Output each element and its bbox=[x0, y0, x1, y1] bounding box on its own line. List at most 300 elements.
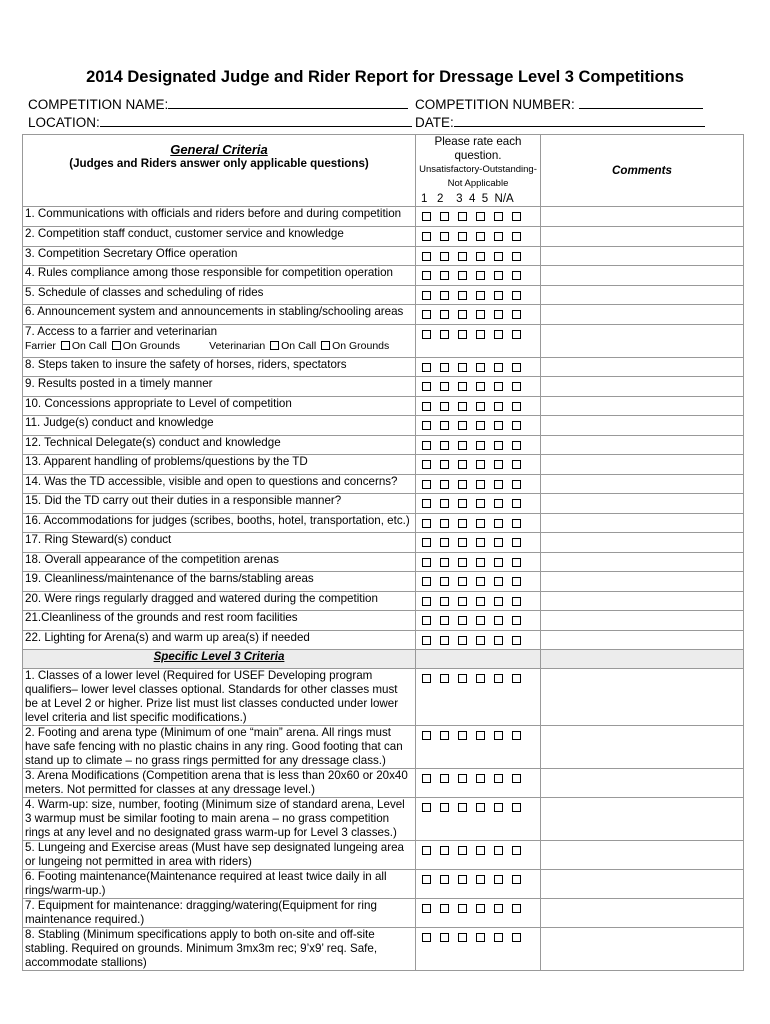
rating-checkbox-1[interactable] bbox=[422, 402, 431, 411]
comments-cell[interactable] bbox=[541, 416, 744, 436]
comments-cell[interactable] bbox=[541, 286, 744, 305]
rating-checkbox-3[interactable] bbox=[458, 933, 467, 942]
rating-checkbox-3[interactable] bbox=[458, 774, 467, 783]
rating-checkbox-3[interactable] bbox=[458, 577, 467, 586]
rating-checkbox-1[interactable] bbox=[422, 441, 431, 450]
comments-cell[interactable] bbox=[541, 798, 744, 841]
rating-checkbox-na[interactable] bbox=[512, 616, 521, 625]
rating-checkbox-2[interactable] bbox=[440, 363, 449, 372]
table-row bbox=[23, 436, 744, 455]
rating-checkbox-1[interactable] bbox=[422, 291, 431, 300]
question-text bbox=[23, 592, 416, 611]
rating-checkbox-2[interactable] bbox=[440, 291, 449, 300]
farrier-on-grounds-checkbox[interactable] bbox=[112, 341, 121, 350]
rating-checkbox-5[interactable] bbox=[494, 232, 503, 241]
rating-checkbox-2[interactable] bbox=[440, 441, 449, 450]
comments-cell[interactable] bbox=[541, 325, 744, 358]
rating-checkbox-5[interactable] bbox=[494, 402, 503, 411]
rating-checkbox-4[interactable] bbox=[476, 731, 485, 740]
rating-checkbox-2[interactable] bbox=[440, 674, 449, 683]
rating-checkbox-3[interactable] bbox=[458, 382, 467, 391]
rating-checkbox-2[interactable] bbox=[440, 577, 449, 586]
table-row bbox=[23, 266, 744, 286]
table-row bbox=[23, 247, 744, 266]
rating-checkbox-5[interactable] bbox=[494, 310, 503, 319]
rating-checkbox-4[interactable] bbox=[476, 402, 485, 411]
rating-checkbox-1[interactable] bbox=[422, 597, 431, 606]
rating-cell bbox=[416, 286, 541, 305]
rating-checkbox-2[interactable] bbox=[440, 731, 449, 740]
rating-checkbox-2[interactable] bbox=[440, 558, 449, 567]
rating-checkbox-4[interactable] bbox=[476, 846, 485, 855]
rating-table bbox=[22, 134, 744, 971]
rating-checkbox-2[interactable] bbox=[440, 330, 449, 339]
rating-checkbox-5[interactable] bbox=[494, 636, 503, 645]
criteria-note: (Minimum of one “main” arena. All rings must have safe fencing with no plastic chains in any ring. Good footing that can stand up to climate – no grass rings permitted for any dressage class.) bbox=[25, 726, 403, 767]
question-text bbox=[23, 611, 416, 631]
rating-checkbox-1[interactable] bbox=[422, 519, 431, 528]
table-row bbox=[23, 377, 744, 397]
rating-checkbox-4[interactable] bbox=[476, 330, 485, 339]
question-label: 8. Steps taken to insure the safety of horses, riders, spectators bbox=[25, 358, 347, 371]
rating-checkbox-4[interactable] bbox=[476, 382, 485, 391]
rating-checkbox-4[interactable] bbox=[476, 616, 485, 625]
rating-checkbox-5[interactable] bbox=[494, 212, 503, 221]
rating-checkbox-2[interactable] bbox=[440, 933, 449, 942]
rating-checkbox-4[interactable] bbox=[476, 558, 485, 567]
comments-cell[interactable] bbox=[541, 397, 744, 416]
rating-checkbox-na[interactable] bbox=[512, 558, 521, 567]
general-criteria-header bbox=[23, 135, 416, 207]
rating-checkbox-3[interactable] bbox=[458, 441, 467, 450]
question-text bbox=[23, 726, 416, 769]
rating-checkbox-2[interactable] bbox=[440, 252, 449, 261]
rating-checkbox-3[interactable] bbox=[458, 616, 467, 625]
rating-checkbox-4[interactable] bbox=[476, 499, 485, 508]
comments-cell[interactable] bbox=[541, 514, 744, 533]
rating-checkbox-1[interactable] bbox=[422, 271, 431, 280]
rating-checkbox-na[interactable] bbox=[512, 363, 521, 372]
comments-cell[interactable] bbox=[541, 592, 744, 611]
question-label: 2. Competition staff conduct, customer service and knowledge bbox=[25, 227, 344, 240]
rating-checkbox-5[interactable] bbox=[494, 252, 503, 261]
rating-checkbox-2[interactable] bbox=[440, 803, 449, 812]
rating-checkbox-2[interactable] bbox=[440, 875, 449, 884]
rating-checkbox-na[interactable] bbox=[512, 538, 521, 547]
rating-checkbox-na[interactable] bbox=[512, 846, 521, 855]
rating-checkbox-4[interactable] bbox=[476, 674, 485, 683]
rating-checkbox-2[interactable] bbox=[440, 597, 449, 606]
rating-checkbox-1[interactable] bbox=[422, 558, 431, 567]
comments-cell[interactable] bbox=[541, 870, 744, 899]
rating-cell bbox=[416, 798, 541, 841]
rating-checkbox-3[interactable] bbox=[458, 252, 467, 261]
rating-checkbox-5[interactable] bbox=[494, 382, 503, 391]
comments-cell[interactable] bbox=[541, 611, 744, 631]
rating-checkbox-5[interactable] bbox=[494, 519, 503, 528]
rating-checkbox-1[interactable] bbox=[422, 636, 431, 645]
rating-checkbox-4[interactable] bbox=[476, 538, 485, 547]
rating-checkbox-5[interactable] bbox=[494, 774, 503, 783]
question-text bbox=[23, 455, 416, 475]
rating-checkbox-na[interactable] bbox=[512, 441, 521, 450]
rating-checkbox-2[interactable] bbox=[440, 846, 449, 855]
farrier-label: Farrier bbox=[25, 340, 56, 352]
rating-checkbox-5[interactable] bbox=[494, 330, 503, 339]
rating-cell bbox=[416, 611, 541, 631]
farrier-on-call-checkbox[interactable] bbox=[61, 341, 70, 350]
rating-checkbox-na[interactable] bbox=[512, 875, 521, 884]
rating-checkbox-4[interactable] bbox=[476, 577, 485, 586]
rating-checkbox-4[interactable] bbox=[476, 271, 485, 280]
question-text bbox=[23, 286, 416, 305]
rating-checkbox-na[interactable] bbox=[512, 421, 521, 430]
rating-checkbox-1[interactable] bbox=[422, 774, 431, 783]
rating-checkbox-1[interactable] bbox=[422, 538, 431, 547]
table-row bbox=[23, 631, 744, 650]
rating-checkbox-1[interactable] bbox=[422, 674, 431, 683]
comments-header: Comments bbox=[541, 135, 744, 207]
rating-checkbox-5[interactable] bbox=[494, 538, 503, 547]
comments-cell[interactable] bbox=[541, 247, 744, 266]
comments-cell[interactable] bbox=[541, 899, 744, 928]
rating-checkbox-5[interactable] bbox=[494, 291, 503, 300]
rating-checkbox-2[interactable] bbox=[440, 499, 449, 508]
comments-cell[interactable] bbox=[541, 631, 744, 650]
rating-checkbox-5[interactable] bbox=[494, 480, 503, 489]
question-text bbox=[23, 533, 416, 553]
rating-checkbox-4[interactable] bbox=[476, 636, 485, 645]
general-criteria-title: General Criteria bbox=[170, 142, 268, 157]
rating-checkbox-na[interactable] bbox=[512, 577, 521, 586]
rating-checkbox-2[interactable] bbox=[440, 519, 449, 528]
rating-checkbox-4[interactable] bbox=[476, 480, 485, 489]
rating-checkbox-1[interactable] bbox=[422, 499, 431, 508]
rating-checkbox-2[interactable] bbox=[440, 480, 449, 489]
comments-cell[interactable] bbox=[541, 841, 744, 870]
rating-checkbox-5[interactable] bbox=[494, 271, 503, 280]
rating-checkbox-na[interactable] bbox=[512, 291, 521, 300]
question-text bbox=[23, 631, 416, 650]
question-label: 10. Concessions appropriate to Level of competition bbox=[25, 397, 292, 410]
rating-checkbox-1[interactable] bbox=[422, 933, 431, 942]
table-row bbox=[23, 207, 744, 227]
rating-checkbox-na[interactable] bbox=[512, 402, 521, 411]
rating-checkbox-5[interactable] bbox=[494, 803, 503, 812]
vet-on-grounds-label: On Grounds bbox=[332, 340, 390, 352]
rating-checkbox-na[interactable] bbox=[512, 674, 521, 683]
comments-cell[interactable] bbox=[541, 227, 744, 247]
rating-checkbox-5[interactable] bbox=[494, 674, 503, 683]
rating-checkbox-1[interactable] bbox=[422, 330, 431, 339]
rating-checkbox-na[interactable] bbox=[512, 382, 521, 391]
vet-on-grounds-checkbox[interactable] bbox=[321, 341, 330, 350]
rating-checkbox-3[interactable] bbox=[458, 330, 467, 339]
rating-checkbox-1[interactable] bbox=[422, 480, 431, 489]
rating-cell bbox=[416, 769, 541, 798]
competition-name-input[interactable] bbox=[168, 96, 408, 109]
rating-checkbox-1[interactable] bbox=[422, 310, 431, 319]
rating-cell bbox=[416, 928, 541, 971]
rating-checkbox-3[interactable] bbox=[458, 499, 467, 508]
rating-checkbox-na[interactable] bbox=[512, 499, 521, 508]
question-text bbox=[23, 416, 416, 436]
rating-checkbox-1[interactable] bbox=[422, 421, 431, 430]
question-label: 11. Judge(s) conduct and knowledge bbox=[25, 416, 214, 429]
table-row bbox=[23, 572, 744, 592]
rating-checkbox-5[interactable] bbox=[494, 577, 503, 586]
rating-cell bbox=[416, 358, 541, 377]
rating-checkbox-na[interactable] bbox=[512, 597, 521, 606]
table-row bbox=[23, 798, 744, 841]
rating-checkbox-na[interactable] bbox=[512, 232, 521, 241]
question-text bbox=[23, 207, 416, 227]
comments-cell[interactable] bbox=[541, 377, 744, 397]
rating-checkbox-3[interactable] bbox=[458, 291, 467, 300]
rating-checkbox-1[interactable] bbox=[422, 803, 431, 812]
comments-cell[interactable] bbox=[541, 305, 744, 325]
rating-checkbox-2[interactable] bbox=[440, 310, 449, 319]
rating-checkbox-3[interactable] bbox=[458, 731, 467, 740]
rating-checkbox-na[interactable] bbox=[512, 774, 521, 783]
rating-checkbox-4[interactable] bbox=[476, 597, 485, 606]
rating-cell bbox=[416, 631, 541, 650]
question-label: 3. Competition Secretary Office operation bbox=[25, 247, 238, 260]
location-field bbox=[28, 114, 412, 130]
table-row bbox=[23, 669, 744, 726]
rating-checkbox-1[interactable] bbox=[422, 382, 431, 391]
criteria-note: (Competition arena that is less than 20x60 or 20x40 meters. Not permitted for classes at any dressage level.) bbox=[25, 769, 408, 796]
rating-checkbox-4[interactable] bbox=[476, 363, 485, 372]
question-label: 12. Technical Delegate(s) conduct and knowledge bbox=[25, 436, 281, 449]
question-label: 13. Apparent handling of problems/questions by the TD bbox=[25, 455, 308, 468]
rating-checkbox-5[interactable] bbox=[494, 904, 503, 913]
rating-checkbox-1[interactable] bbox=[422, 846, 431, 855]
rating-checkbox-na[interactable] bbox=[512, 271, 521, 280]
rating-checkbox-1[interactable] bbox=[422, 875, 431, 884]
rating-checkbox-1[interactable] bbox=[422, 363, 431, 372]
table-row bbox=[23, 928, 744, 971]
comments-cell[interactable] bbox=[541, 436, 744, 455]
question-text bbox=[23, 266, 416, 286]
rating-checkbox-4[interactable] bbox=[476, 519, 485, 528]
rating-checkbox-5[interactable] bbox=[494, 597, 503, 606]
criteria-label: 2. Footing and arena type bbox=[25, 726, 161, 739]
rating-checkbox-5[interactable] bbox=[494, 933, 503, 942]
rating-checkbox-3[interactable] bbox=[458, 232, 467, 241]
rating-checkbox-3[interactable] bbox=[458, 212, 467, 221]
rating-checkbox-3[interactable] bbox=[458, 363, 467, 372]
rating-numbers: 1 2 3 4 5 N/A bbox=[421, 193, 514, 205]
rating-checkbox-3[interactable] bbox=[458, 558, 467, 567]
rating-checkbox-1[interactable] bbox=[422, 577, 431, 586]
rating-checkbox-4[interactable] bbox=[476, 904, 485, 913]
rating-checkbox-na[interactable] bbox=[512, 252, 521, 261]
rating-instruction: Please rate each question. bbox=[434, 135, 522, 162]
rating-checkbox-5[interactable] bbox=[494, 616, 503, 625]
competition-number-input[interactable] bbox=[579, 96, 703, 109]
rating-checkbox-3[interactable] bbox=[458, 402, 467, 411]
question-label: 4. Rules compliance among those responsible for competition operation bbox=[25, 266, 393, 279]
comments-cell[interactable] bbox=[541, 207, 744, 227]
comments-cell[interactable] bbox=[541, 553, 744, 572]
rating-checkbox-na[interactable] bbox=[512, 330, 521, 339]
comments-cell[interactable] bbox=[541, 726, 744, 769]
vet-on-call-checkbox[interactable] bbox=[270, 341, 279, 350]
rating-checkbox-1[interactable] bbox=[422, 731, 431, 740]
question-label: 17. Ring Steward(s) conduct bbox=[25, 533, 172, 546]
criteria-note: (Required for USEF Developing program qualifiers– lower level classes optional. Standards for other classes must be at Level 2 or higher. Prize list must list classes conducted under lower level criteria and list specific modifications.) bbox=[25, 669, 399, 724]
rating-checkbox-1[interactable] bbox=[422, 232, 431, 241]
question-text bbox=[23, 325, 416, 358]
rating-checkbox-4[interactable] bbox=[476, 252, 485, 261]
rating-checkbox-3[interactable] bbox=[458, 421, 467, 430]
table-row bbox=[23, 769, 744, 798]
rating-cell bbox=[416, 325, 541, 358]
rating-checkbox-1[interactable] bbox=[422, 460, 431, 469]
question-text bbox=[23, 899, 416, 928]
rating-checkbox-5[interactable] bbox=[494, 421, 503, 430]
rating-checkbox-3[interactable] bbox=[458, 460, 467, 469]
competition-name-field bbox=[28, 96, 408, 112]
rating-checkbox-3[interactable] bbox=[458, 538, 467, 547]
rating-checkbox-2[interactable] bbox=[440, 212, 449, 221]
rating-cell bbox=[416, 207, 541, 227]
rating-checkbox-5[interactable] bbox=[494, 499, 503, 508]
rating-checkbox-3[interactable] bbox=[458, 519, 467, 528]
question-text bbox=[23, 798, 416, 841]
question-text bbox=[23, 436, 416, 455]
rating-checkbox-1[interactable] bbox=[422, 904, 431, 913]
criteria-label: 4. Warm-up: size, number, footing bbox=[25, 798, 202, 811]
rating-checkbox-3[interactable] bbox=[458, 904, 467, 913]
rating-checkbox-3[interactable] bbox=[458, 310, 467, 319]
rating-checkbox-na[interactable] bbox=[512, 904, 521, 913]
rating-checkbox-2[interactable] bbox=[440, 904, 449, 913]
rating-checkbox-na[interactable] bbox=[512, 480, 521, 489]
comments-cell[interactable] bbox=[541, 669, 744, 726]
farrier-on-call-label: On Call bbox=[71, 340, 107, 352]
rating-checkbox-1[interactable] bbox=[422, 212, 431, 221]
rating-checkbox-na[interactable] bbox=[512, 519, 521, 528]
rating-checkbox-2[interactable] bbox=[440, 271, 449, 280]
criteria-label: 1. Classes of a lower level bbox=[25, 669, 163, 682]
rating-checkbox-2[interactable] bbox=[440, 636, 449, 645]
rating-checkbox-2[interactable] bbox=[440, 232, 449, 241]
rating-checkbox-4[interactable] bbox=[476, 803, 485, 812]
rating-checkbox-3[interactable] bbox=[458, 480, 467, 489]
table-row bbox=[23, 227, 744, 247]
rating-checkbox-na[interactable] bbox=[512, 636, 521, 645]
question-label: 1. Communications with officials and riders before and during competition bbox=[25, 207, 402, 220]
rating-checkbox-5[interactable] bbox=[494, 441, 503, 450]
rating-checkbox-na[interactable] bbox=[512, 310, 521, 319]
comments-cell[interactable] bbox=[541, 266, 744, 286]
rating-checkbox-na[interactable] bbox=[512, 212, 521, 221]
rating-checkbox-5[interactable] bbox=[494, 363, 503, 372]
comments-cell[interactable] bbox=[541, 572, 744, 592]
question-label: 21.Cleanliness of the grounds and rest room facilities bbox=[25, 611, 298, 624]
specific-section-row bbox=[23, 650, 744, 669]
rating-checkbox-4[interactable] bbox=[476, 291, 485, 300]
rating-checkbox-3[interactable] bbox=[458, 875, 467, 884]
rating-checkbox-2[interactable] bbox=[440, 382, 449, 391]
table-row bbox=[23, 841, 744, 870]
page-title: 2014 Designated Judge and Rider Report for Dressage Level 3 Competitions bbox=[86, 68, 684, 86]
rating-checkbox-4[interactable] bbox=[476, 310, 485, 319]
rating-checkbox-1[interactable] bbox=[422, 252, 431, 261]
rating-checkbox-3[interactable] bbox=[458, 271, 467, 280]
rating-checkbox-5[interactable] bbox=[494, 558, 503, 567]
comments-cell[interactable] bbox=[541, 494, 744, 514]
rating-checkbox-4[interactable] bbox=[476, 441, 485, 450]
competition-name-label: COMPETITION NAME: bbox=[28, 97, 169, 112]
comments-cell[interactable] bbox=[541, 475, 744, 494]
rating-checkbox-2[interactable] bbox=[440, 421, 449, 430]
date-input[interactable] bbox=[454, 114, 705, 127]
table-row bbox=[23, 416, 744, 436]
rating-checkbox-na[interactable] bbox=[512, 460, 521, 469]
rating-checkbox-3[interactable] bbox=[458, 803, 467, 812]
comments-cell[interactable] bbox=[541, 533, 744, 553]
comments-cell[interactable] bbox=[541, 769, 744, 798]
rating-checkbox-2[interactable] bbox=[440, 402, 449, 411]
rating-checkbox-4[interactable] bbox=[476, 933, 485, 942]
table-row bbox=[23, 286, 744, 305]
table-row bbox=[23, 553, 744, 572]
rating-checkbox-5[interactable] bbox=[494, 875, 503, 884]
question-text bbox=[23, 669, 416, 726]
question-text bbox=[23, 841, 416, 870]
criteria-label: 6. Footing maintenance bbox=[25, 870, 147, 883]
rating-checkbox-1[interactable] bbox=[422, 616, 431, 625]
farrier-vet-options bbox=[25, 339, 413, 353]
location-input[interactable] bbox=[100, 114, 412, 127]
rating-header bbox=[416, 135, 541, 207]
rating-cell bbox=[416, 455, 541, 475]
question-label: 7. Access to a farrier and veterinarian bbox=[25, 325, 218, 338]
rating-checkbox-5[interactable] bbox=[494, 846, 503, 855]
rating-checkbox-2[interactable] bbox=[440, 538, 449, 547]
rating-checkbox-2[interactable] bbox=[440, 774, 449, 783]
question-text bbox=[23, 377, 416, 397]
rating-checkbox-4[interactable] bbox=[476, 460, 485, 469]
rating-checkbox-5[interactable] bbox=[494, 731, 503, 740]
location-label: LOCATION: bbox=[28, 115, 100, 130]
rating-checkbox-3[interactable] bbox=[458, 846, 467, 855]
rating-checkbox-5[interactable] bbox=[494, 460, 503, 469]
comments-cell[interactable] bbox=[541, 928, 744, 971]
rating-checkbox-na[interactable] bbox=[512, 933, 521, 942]
rating-checkbox-2[interactable] bbox=[440, 616, 449, 625]
rating-checkbox-4[interactable] bbox=[476, 232, 485, 241]
rating-checkbox-na[interactable] bbox=[512, 803, 521, 812]
rating-checkbox-4[interactable] bbox=[476, 875, 485, 884]
question-label: 18. Overall appearance of the competition arenas bbox=[25, 553, 279, 566]
comments-cell[interactable] bbox=[541, 455, 744, 475]
rating-checkbox-2[interactable] bbox=[440, 460, 449, 469]
comments-cell[interactable] bbox=[541, 358, 744, 377]
rating-checkbox-4[interactable] bbox=[476, 421, 485, 430]
rating-checkbox-3[interactable] bbox=[458, 674, 467, 683]
rating-checkbox-4[interactable] bbox=[476, 774, 485, 783]
rating-checkbox-na[interactable] bbox=[512, 731, 521, 740]
rating-checkbox-3[interactable] bbox=[458, 636, 467, 645]
question-text bbox=[23, 358, 416, 377]
rating-cell bbox=[416, 377, 541, 397]
rating-checkbox-4[interactable] bbox=[476, 212, 485, 221]
rating-checkbox-3[interactable] bbox=[458, 597, 467, 606]
